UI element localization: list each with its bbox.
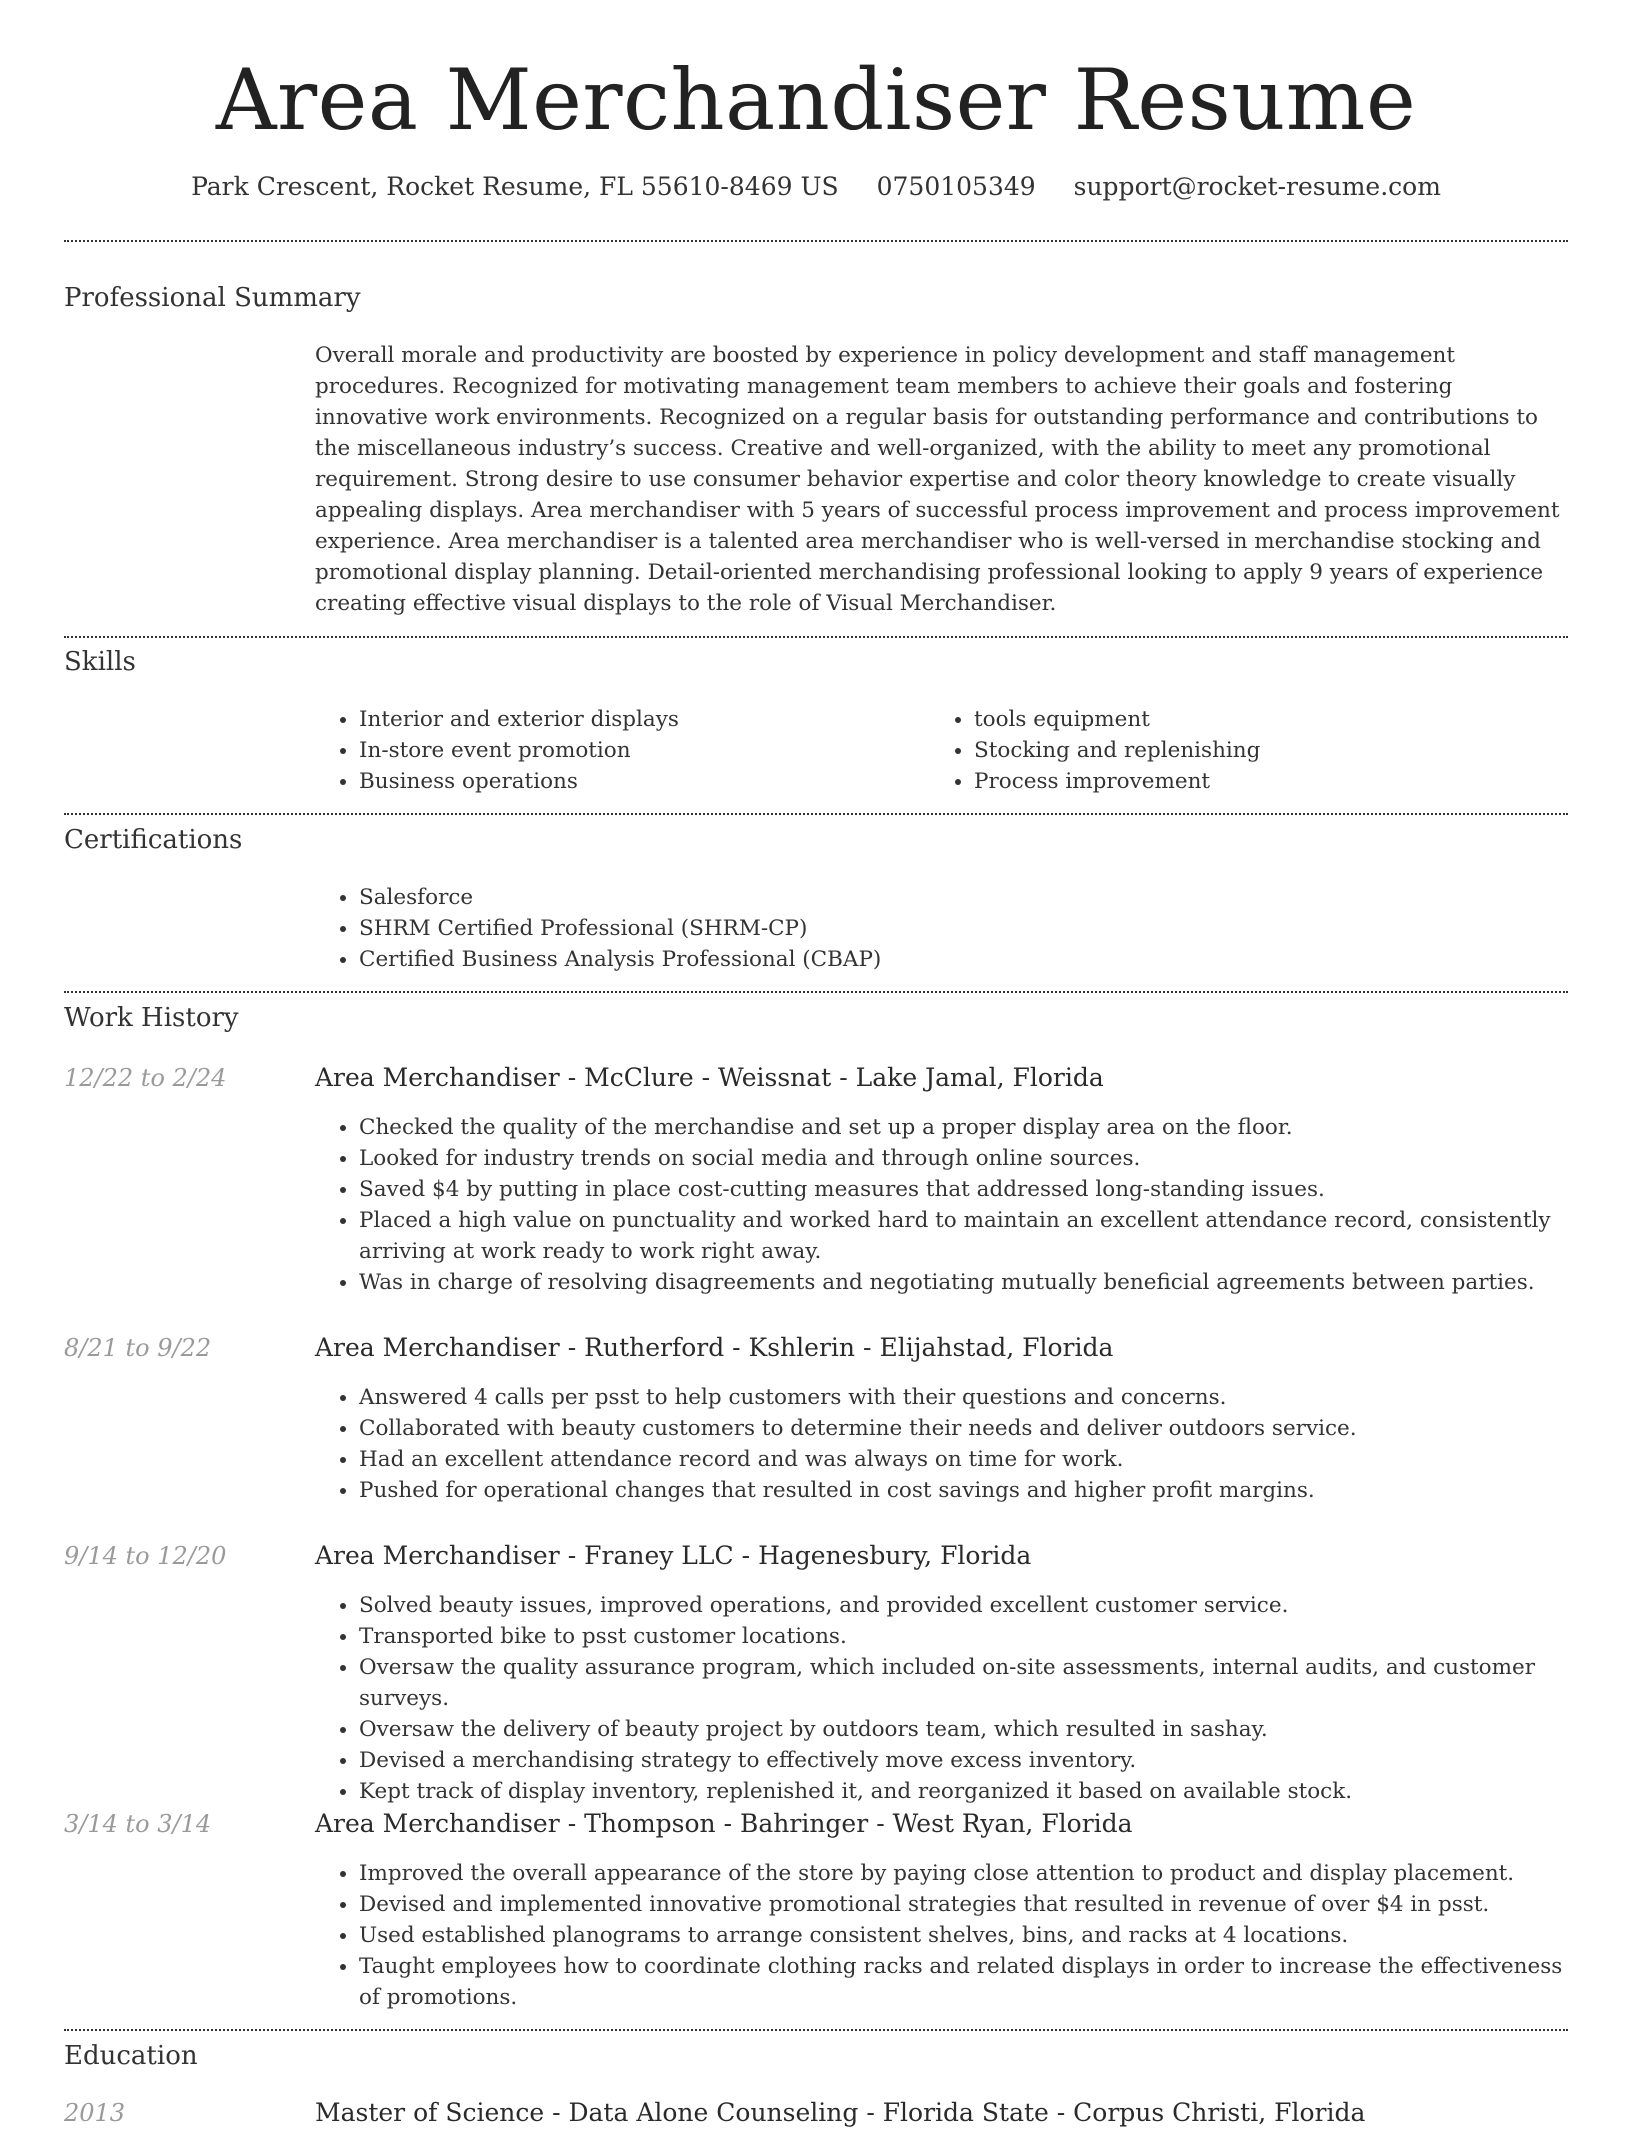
section-heading-education: Education: [64, 2041, 198, 2071]
skills-column-left: [315, 704, 875, 797]
job-location: West Ryan, Florida: [892, 1809, 1133, 1838]
job-dates: 3/14 to 3/14: [64, 1810, 212, 1838]
certification-item: • SHRM Certified Professional (SHRM-CP): [359, 913, 1568, 944]
contact-address: Park Crescent, Rocket Resume, FL 55610-8469 US: [191, 172, 839, 201]
job-bullet: • Devised a merchandising strategy to effectively move excess inventory.: [359, 1745, 1568, 1776]
education-date: 2013: [64, 2099, 126, 2127]
skill-item: • Business operations: [359, 766, 875, 797]
job-bullet: • Oversaw the quality assurance program, which included on-site assessments, internal audits, and customer surveys.: [359, 1652, 1568, 1714]
resume-title: Area Merchandiser Resume: [215, 51, 1417, 149]
divider: [64, 2029, 1568, 2031]
job-dates: 8/21 to 9/22: [64, 1334, 212, 1362]
job-bullet: • Improved the overall appearance of the store by paying close attention to product and display placement.: [359, 1858, 1568, 1889]
job-bullet: • Checked the quality of the merchandise and set up a proper display area on the floor.: [359, 1112, 1568, 1143]
job-bullet: • Solved beauty issues, improved operations, and provided excellent customer service.: [359, 1590, 1568, 1621]
section-heading-certifications: Certifications: [64, 825, 243, 855]
summary-block: [315, 340, 1568, 619]
job-title: Area Merchandiser - Thompson - Bahringer - West Ryan, Florida: [315, 1809, 1133, 1838]
certification-item: • Salesforce: [359, 882, 1568, 913]
job-role: Area Merchandiser: [315, 1063, 560, 1092]
job-location: Lake Jamal, Florida: [855, 1063, 1104, 1092]
certifications-block: [315, 882, 1568, 975]
job-title: Area Merchandiser - Rutherford - Kshlerin - Elijahstad, Florida: [315, 1333, 1114, 1362]
job-bullet: • Transported bike to psst customer locations.: [359, 1621, 1568, 1652]
job-bullet: • Had an excellent attendance record and was always on time for work.: [359, 1444, 1568, 1475]
job-dates: 9/14 to 12/20: [64, 1542, 227, 1570]
job-company: McClure - Weissnat: [584, 1063, 832, 1092]
job-location: Elijahstad, Florida: [879, 1333, 1114, 1362]
job-bullet: • Taught employees how to coordinate clothing racks and related displays in order to increase the effectiveness of promotions.: [359, 1951, 1568, 2013]
skill-item: • Process improvement: [974, 766, 1490, 797]
summary-text: Overall morale and productivity are boosted by experience in policy development and staff management procedures. Recognized for motivating management team members to achieve their goals and fostering innovative work environments. Recognized on a regular basis for outstanding performance and contributions to the miscellaneous industry’s success. Creative and well-organized, with the ability to meet any promotional requirement. Strong desire to use consumer behavior expertise and color theory knowledge to create visually appealing displays. Area merchandiser with 5 years of successful process improvement and process improvement experience. Area merchandiser is a talented area merchandiser who is well-versed in merchandise stocking and promotional display planning. Detail-oriented merchandising professional looking to apply 9 years of experience creating effective visual displays to the role of Visual Merchandiser.: [315, 343, 1560, 616]
job-bullets: [315, 1858, 1568, 2013]
job-dates: 12/22 to 2/24: [64, 1064, 227, 1092]
job-company: Franey LLC: [584, 1541, 734, 1570]
job-bullets: [315, 1112, 1568, 1298]
job-bullet: • Oversaw the delivery of beauty project by outdoors team, which resulted in sashay.: [359, 1714, 1568, 1745]
job-location: Hagenesbury, Florida: [758, 1541, 1032, 1570]
contact-line: [0, 171, 1632, 204]
job-bullet: • Collaborated with beauty customers to determine their needs and deliver outdoors service.: [359, 1413, 1568, 1444]
section-heading-summary: Professional Summary: [64, 283, 361, 313]
job-title: Area Merchandiser - McClure - Weissnat - Lake Jamal, Florida: [315, 1063, 1104, 1092]
job-role: Area Merchandiser: [315, 1333, 560, 1362]
job-role: Area Merchandiser: [315, 1809, 560, 1838]
job-bullet: • Was in charge of resolving disagreements and negotiating mutually beneficial agreements between parties.: [359, 1267, 1568, 1298]
education-line: Master of Science - Data Alone Counseling - Florida State - Corpus Christi, Florida: [315, 2098, 1366, 2127]
job-bullet: • Saved $4 by putting in place cost-cutting measures that addressed long-standing issues.: [359, 1174, 1568, 1205]
contact-phone: 0750105349: [876, 172, 1036, 201]
divider: [64, 991, 1568, 993]
job-bullet: • Kept track of display inventory, replenished it, and reorganized it based on available stock.: [359, 1776, 1568, 1807]
job-company: Rutherford - Kshlerin: [584, 1333, 856, 1362]
divider: [64, 240, 1568, 242]
skill-item: • Stocking and replenishing: [974, 735, 1490, 766]
job-bullet: • Devised and implemented innovative promotional strategies that resulted in revenue of over $4 in psst.: [359, 1889, 1568, 1920]
job-bullet: • Answered 4 calls per psst to help customers with their questions and concerns.: [359, 1382, 1568, 1413]
job-role: Area Merchandiser: [315, 1541, 560, 1570]
job-bullet: • Used established planograms to arrange consistent shelves, bins, and racks at 4 locations.: [359, 1920, 1568, 1951]
job-title: Area Merchandiser - Franey LLC - Hagenesbury, Florida: [315, 1541, 1032, 1570]
job-bullet: • Pushed for operational changes that resulted in cost savings and higher profit margins.: [359, 1475, 1568, 1506]
section-heading-work-history: Work History: [64, 1003, 239, 1033]
skill-item: • Interior and exterior displays: [359, 704, 875, 735]
contact-email: support@rocket-resume.com: [1073, 172, 1441, 201]
skill-item: • In-store event promotion: [359, 735, 875, 766]
skills-column-right: [930, 704, 1490, 797]
job-bullets: [315, 1382, 1568, 1506]
job-bullet: • Placed a high value on punctuality and worked hard to maintain an excellent attendance record, consistently arriving at work ready to work right away.: [359, 1205, 1568, 1267]
job-bullets: [315, 1590, 1568, 1807]
certification-item: • Certified Business Analysis Professional (CBAP): [359, 944, 1568, 975]
skill-item: • tools equipment: [974, 704, 1490, 735]
job-bullet: • Looked for industry trends on social media and through online sources.: [359, 1143, 1568, 1174]
divider: [64, 636, 1568, 638]
divider: [64, 813, 1568, 815]
job-company: Thompson - Bahringer: [584, 1809, 869, 1838]
section-heading-skills: Skills: [64, 647, 136, 677]
